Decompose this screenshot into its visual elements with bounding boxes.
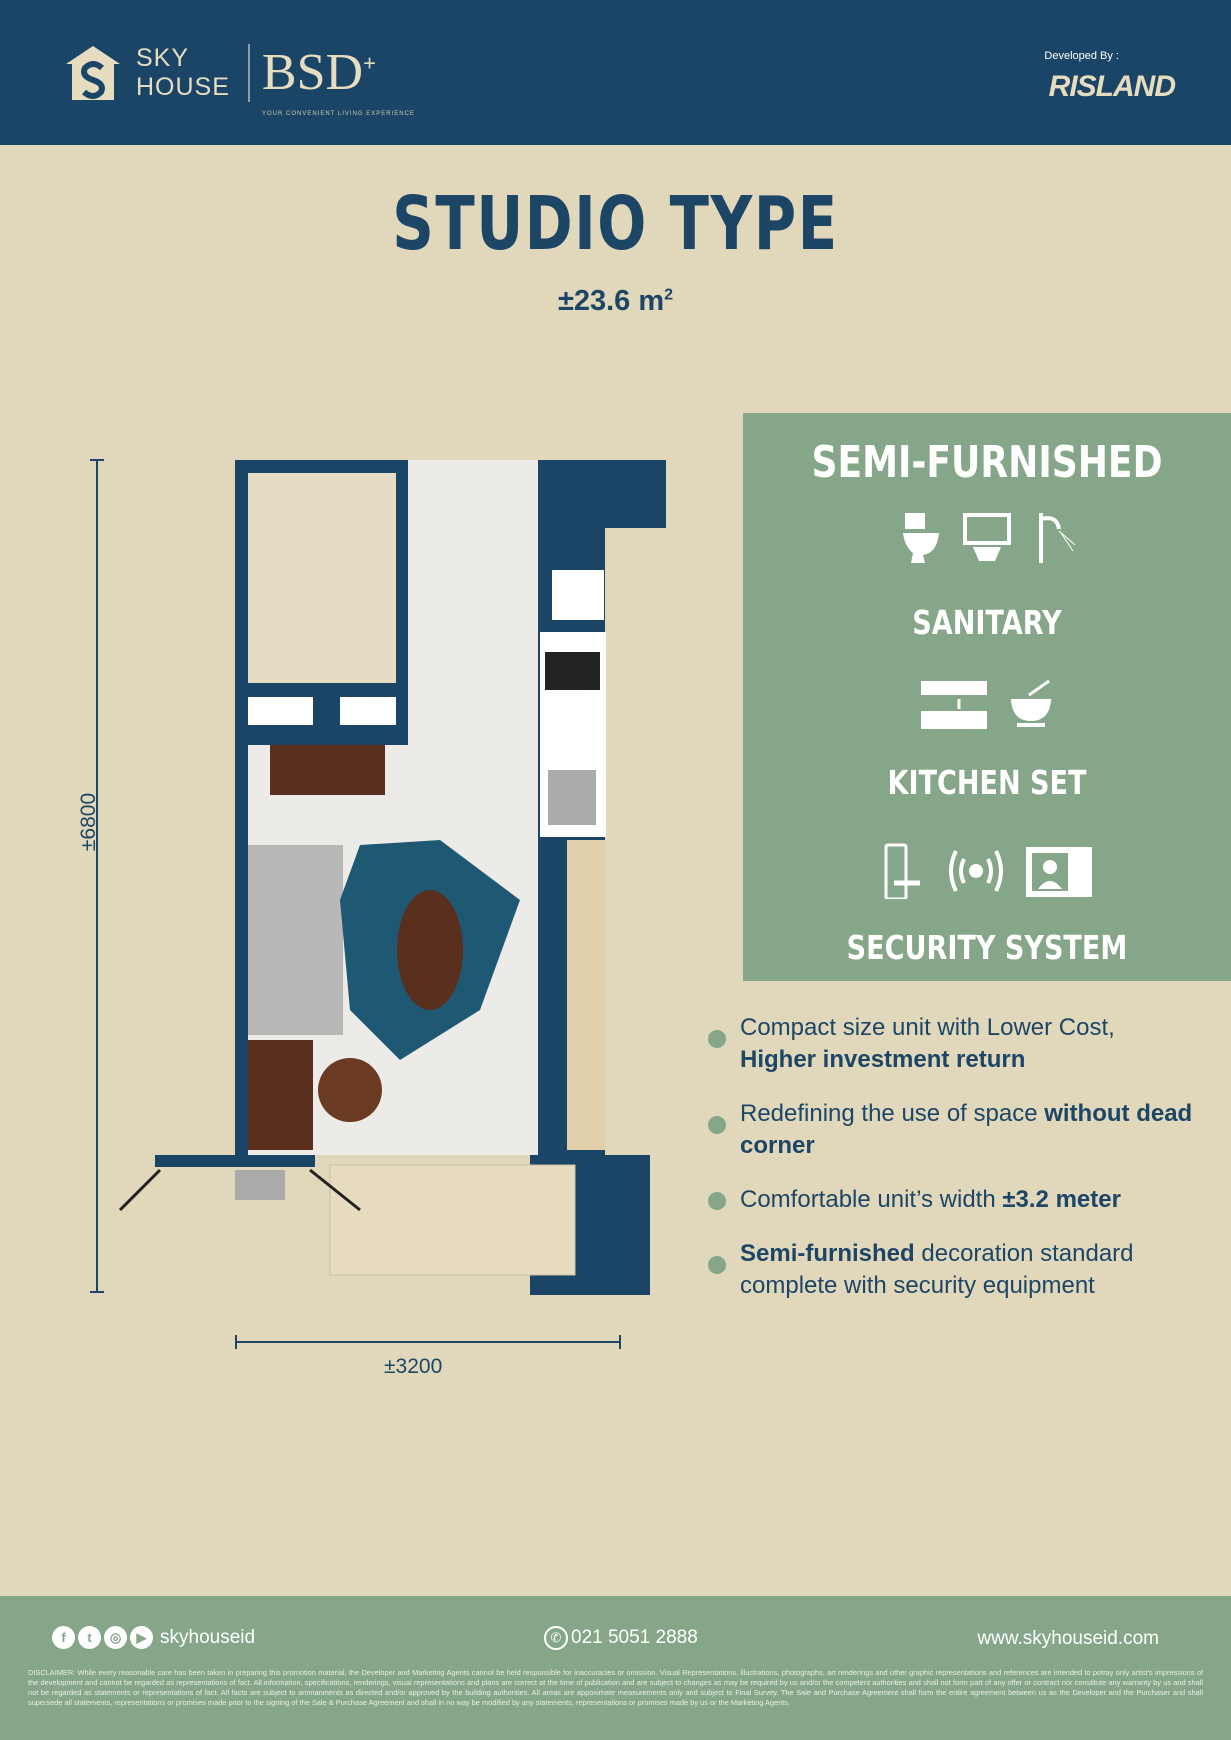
facebook-icon[interactable]: f	[52, 1626, 75, 1649]
bsd-logo: BSD+	[261, 44, 376, 101]
website-link[interactable]: www.skyhouseid.com	[977, 1628, 1159, 1649]
kitchen-set-label: KITCHEN SET	[887, 763, 1087, 802]
smart-door-lock-icon	[880, 843, 928, 899]
footer	[0, 1596, 1231, 1740]
shower-icon	[1029, 509, 1077, 565]
youtube-icon[interactable]: ▶	[130, 1626, 153, 1649]
cooking-pot-icon	[1007, 675, 1055, 731]
sanitary-label: SANITARY	[912, 603, 1062, 642]
semi-furnished-panel	[743, 413, 1231, 981]
feature-item: Redefining the use of space without dead corner	[708, 1098, 1218, 1162]
disclaimer: DISCLAIMER: While every reasonable care has been taken in preparing this promotion material, the Developer and Marketing Agents cannot be held responsible for inaccuracies or omission. Visual Representations, illustrations, photographs, art renderings and other graphic representations and references are intended to potray only artist's impressions of the development and cannot be regarded as representations of fact. All information, specifications, renderings, visual representations and plans are correct at the time of publication and are subject to changes as may be required by us and/or the competent authorities and shall not form part of any offer or contract nor constitute any warranty by us and shall not be regarded as statements or representations of fact. All facts are subject to ammanments as directed and/or approved by the building authorities. All areas are appoximate measurements only and subject to Final Survey. The Sale and Purchase Agreement shall form the entire agreement between us as the Developer and the Purchaser and shall supersede all statements, representations or promises made prior to the signing of the Sale & Purchase Agreement and shall in no way be modified by any statements, representations or promises made by us or the Marketing Agents.	[28, 1668, 1203, 1707]
panel-title: SEMI-FURNISHED	[811, 437, 1163, 488]
tagline: YOUR CONVENIENT LIVING EXPERIENCE	[262, 111, 415, 117]
security-system-label: SECURITY SYSTEM	[846, 928, 1128, 967]
round-table	[397, 890, 463, 1010]
feature-list	[708, 1012, 1218, 1324]
dining-table	[270, 745, 385, 795]
brand-line2: HOUSE	[136, 73, 230, 101]
brand-line1: SKY	[136, 44, 190, 72]
video-intercom-icon	[1024, 843, 1094, 899]
toilet-icon	[897, 509, 945, 565]
phone-icon: ✆	[544, 1626, 568, 1650]
sink-icon	[963, 509, 1011, 565]
unit-area: ±23.6 $m^2$	[557, 285, 674, 317]
balcony	[330, 1165, 575, 1275]
feature-item: Compact size unit with Lower Cost, Higher investment return	[708, 1012, 1218, 1076]
height-dimension: ±6800	[77, 792, 101, 852]
risland-logo: RISLAND	[1048, 70, 1175, 103]
feature-item: Comfortable unit’s width ±3.2 meter	[708, 1184, 1218, 1216]
twitter-icon[interactable]: t	[78, 1626, 101, 1649]
instagram-icon[interactable]: ◎	[104, 1626, 127, 1649]
developed-by-label: Developed By :	[1044, 50, 1119, 62]
page-title: STUDIO TYPE	[392, 181, 839, 267]
wireless-signal-icon	[946, 843, 1006, 899]
feature-item: Semi-furnished decoration standard complete with security equipment	[708, 1238, 1218, 1302]
bathroom	[248, 473, 396, 683]
social-handle[interactable]: skyhouseid	[160, 1626, 256, 1648]
floor-plan	[0, 0, 740, 1400]
phone-number[interactable]: 021 5051 2888	[571, 1627, 698, 1648]
width-dimension: ±3200	[384, 1355, 443, 1378]
kitchen-cabinet-icon	[919, 675, 989, 731]
desk	[248, 1040, 313, 1150]
sofa	[248, 845, 343, 1035]
